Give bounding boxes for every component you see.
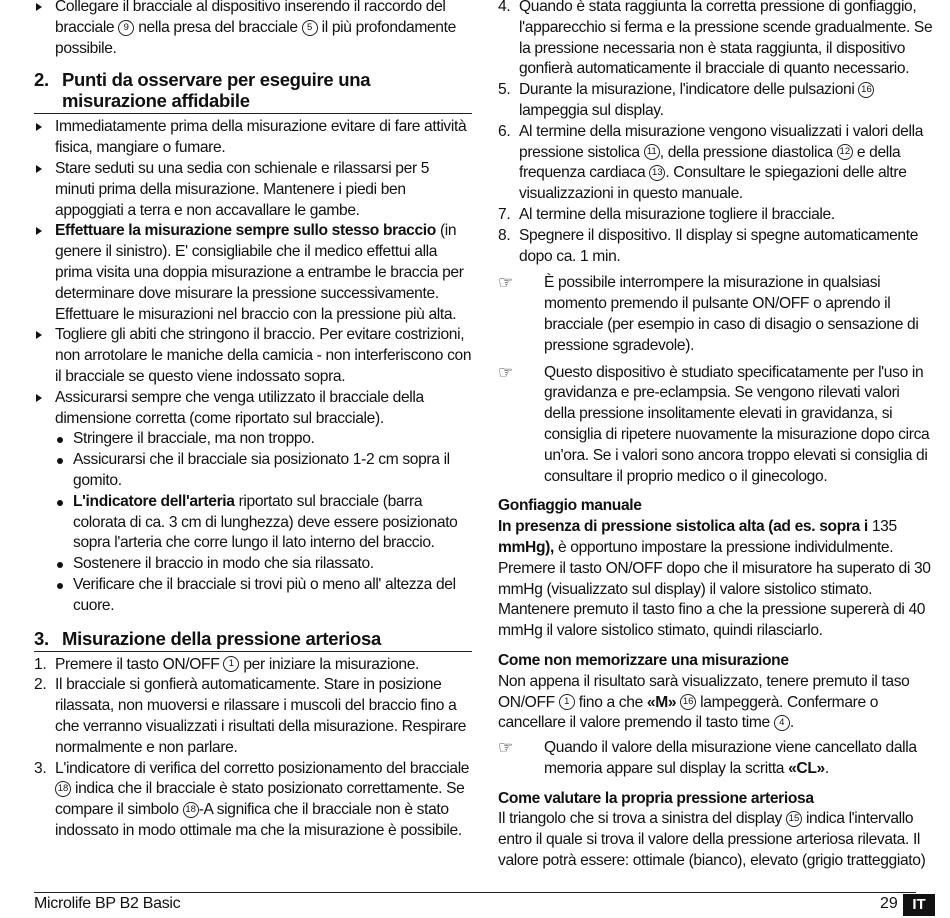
dot-item: Verificare che il bracciale si trovi più o meno all' altezza del cuore. xyxy=(34,575,472,617)
manual-inflation-heading: Gonfiaggio manuale xyxy=(498,497,642,515)
step-item: 5. Durante la misurazione, l'indicatore delle pulsazioni 16 lampeggia sul display. xyxy=(498,80,934,122)
bullet-item: Effettuare la misurazione sempre sullo stesso braccio (in genere il sinistro). E' consigliabile che il medico effettui alla prima visita una doppia misurazione a entrambe le braccia per determinare dove misurare la pressione successivamente. Effettuare le misurazioni nel braccio con la pressione più alta. xyxy=(34,221,472,325)
step-item: 3. L'indicatore di verifica del corretto posizionamento del bracciale 18 indica che il bracciale è stato posizionato correttamente. Se compare il simbolo 18 -A significa che il bracciale non è stato indossato in modo ottimale ma che la misurazione è possibile. xyxy=(34,759,470,839)
step-item: 4. Quando è stata raggiunta la corretta pressione di gonfiaggio, l'apparecchio si ferma e la pressione scende gradualmente. Se la pressione necessaria non è stata raggiunta, il dispositivo gonfierà automaticamente il bracciale di quanto necessario. xyxy=(498,0,933,78)
bullet-item: Immediatamente prima della misurazione evitare di fare attività fisica, mangiare o fumare. xyxy=(34,117,472,159)
marker-13: 13 xyxy=(649,165,665,181)
marker-15: 15 xyxy=(786,811,802,827)
evaluate-heading: Come valutare la propria pressione arteriosa xyxy=(498,789,814,807)
hint-note: ☞ È possibile interrompere la misurazione in qualsiasi momento premendo il pulsante ON/OFF o aprendo il bracciale (per esempio in caso di disagio o sensazione di pressione sgradevole). xyxy=(498,273,919,354)
bullet-item: Assicurarsi sempre che venga utilizzato il bracciale della dimensione corretta (come riportato sul bracciale). xyxy=(34,388,472,430)
marker-9: 9 xyxy=(118,20,134,36)
pointing-hand-icon: ☞ xyxy=(498,273,513,293)
bullet-item: Togliere gli abiti che stringono il braccio. Per evitare costrizioni, non arrotolare le maniche della camicia - non interferiscono con il bracciale se questo viene indossato sopra. xyxy=(34,325,472,387)
marker-16: 16 xyxy=(680,694,696,710)
marker-5: 5 xyxy=(302,20,318,36)
hint-note: ☞ Quando il valore della misurazione viene cancellato dalla memoria appare sul display la scritta «CL». xyxy=(498,738,917,777)
intro-bullet: Collegare il bracciale al dispositivo inserendo il raccordo del bracciale 9 nella presa del bracciale 5 il più profondamente possibile. xyxy=(34,0,472,59)
marker-12: 12 xyxy=(837,144,853,160)
dot-item: Sostenere il braccio in modo che sia rilassato. xyxy=(34,554,472,575)
step-item: 7. Al termine della misurazione togliere il bracciale. xyxy=(498,205,835,223)
hint-note: ☞ Questo dispositivo è studiato specificatamente per l'uso in gravidanza e pre-eclampsia. Se vengono rilevati valori della pressione insolitamente elevati in gravidanza, si consiglia di ripetere nuovamente la misurazione dopo circa un'ora. Se i valori sono ancora troppo elevati si consiglia di consultare il proprio medico o il ginecologo. xyxy=(498,362,930,485)
marker-1: 1 xyxy=(559,694,575,710)
footer-product: Microlife BP B2 Basic xyxy=(34,895,181,912)
marker-18: 18 xyxy=(55,781,71,797)
left-column xyxy=(34,0,472,842)
no-memory-text: Non appena il risultato sarà visualizzato, tenere premuto il taso ON/OFF 1 fino a che «M» 16 lampeggerà. Confermare o cancellare il valore premendo il tasto time 4 . xyxy=(498,672,910,732)
marker-11: 11 xyxy=(644,144,660,160)
page-number: 29 xyxy=(880,895,898,912)
step-item: 8. Spegnere il dispositivo. Il display si spegne automaticamente dopo ca. 1 min. xyxy=(498,226,919,265)
section-3-heading: 3. Misurazione della pressione arteriosa xyxy=(34,628,472,652)
step-item: 2. Il bracciale si gonfierà automaticamente. Stare in posizione rilassata, non muoversi e rilassare i muscoli del braccio fino a che verranno visualizzati i risultati della misurazione. Respirare normalmente e non parlare. xyxy=(34,676,467,756)
marker-1: 1 xyxy=(223,656,239,672)
right-column xyxy=(498,0,934,872)
section-2-heading: 2. Punti da osservare per eseguire una misurazione affidabile xyxy=(34,69,472,114)
evaluate-text: Il triangolo che si trova a sinistra del display 15 indica l'intervallo entro il quale si trova il valore della pressione arteriosa rilevata. Il valore potrà essere: ottimale (bianco), elevato (grigio tratteggiato) xyxy=(498,810,926,870)
bullet-item: Stare seduti su una sedia con schienale e rilassarsi per 5 minuti prima della misurazione. Mantenere i piedi ben appoggiati a terra e non accavallare le gambe. xyxy=(34,159,472,221)
step-item: 1. Premere il tasto ON/OFF 1 per iniziare la misurazione. xyxy=(34,655,420,673)
marker-16: 16 xyxy=(858,82,874,98)
marker-4: 4 xyxy=(774,715,790,731)
manual-inflation-text: In presenza di pressione sistolica alta (ad es. sopra i 135 mmHg), è opportuno impostare la pressione individulmente. Premere il tasto ON/OFF dopo che il misuratore ha superato di 30 mmHg (visualizzato sul display) il valore sistolico stimato. Mantenere premuto il tasto fino a che la pressione supererà di 40 mmHg il valore sistolico stimato, quindi rilasciarlo. xyxy=(498,518,931,640)
marker-18: 18 xyxy=(183,802,199,818)
pointing-hand-icon: ☞ xyxy=(498,738,513,758)
footer-divider xyxy=(34,892,916,893)
dot-item: Stringere il bracciale, ma non troppo. xyxy=(34,429,472,450)
no-memory-heading: Come non memorizzare una misurazione xyxy=(498,651,789,669)
dot-item: L'indicatore dell'arteria riportato sul bracciale (barra colorata di ca. 3 cm di lunghezza) deve essere posizionato sopra l'arteria che corre lungo il lato interno del braccio. xyxy=(34,492,472,554)
language-badge: IT xyxy=(903,894,935,916)
pointing-hand-icon: ☞ xyxy=(498,362,513,382)
dot-item: Assicurarsi che il bracciale sia posizionato 1-2 cm sopra il gomito. xyxy=(34,450,472,492)
step-item: 6. Al termine della misurazione vengono visualizzati i valori della pressione sistolica 11 , della pressione diastolica 12 e della frequenza cardiaca 13 . Consultare le spiegazioni delle altre visualizzazioni in questo manuale. xyxy=(498,122,924,203)
